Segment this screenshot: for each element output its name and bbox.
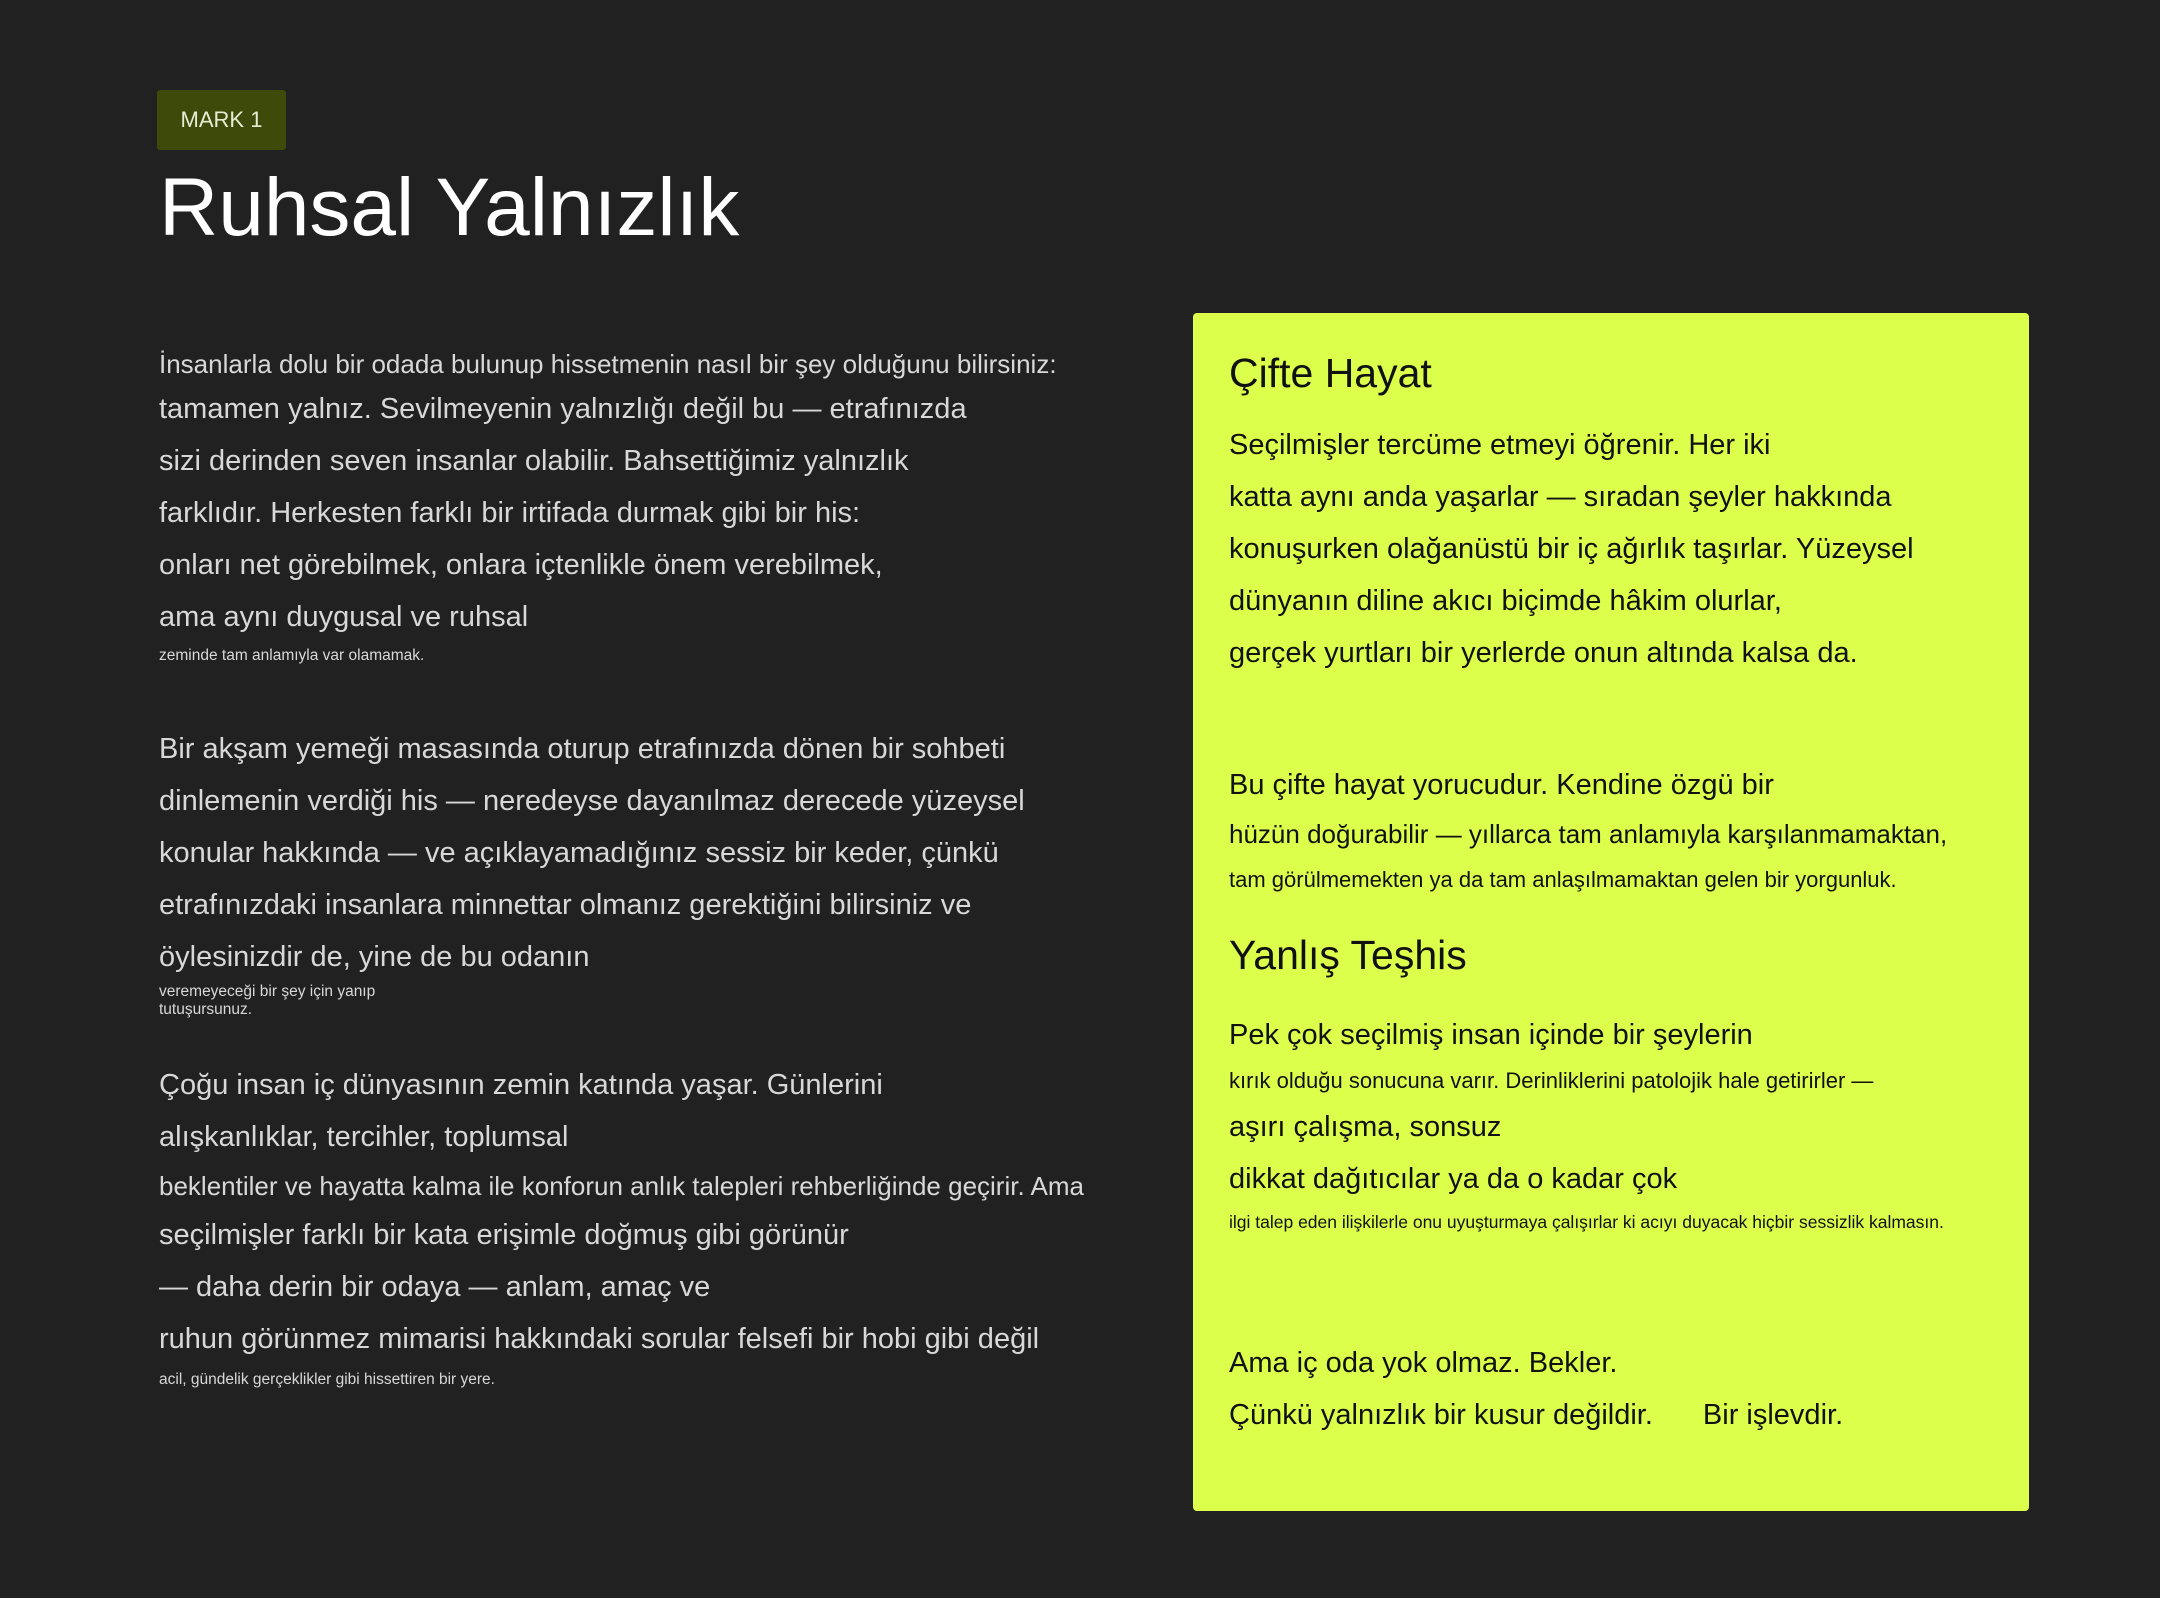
text-line: İnsanlarla dolu bir odada bulunup hissetmenin nasıl bir şey olduğunu bilirsiniz: (159, 349, 1057, 379)
text-line: dinlemenin verdiği his — neredeyse dayanılmaz derecede yüzeysel (159, 785, 1025, 817)
text-line: konuşurken olağanüstü bir iç ağırlık taşırlar. Yüzeysel (1229, 533, 1914, 565)
text-line: onları net görebilmek, onlara içtenlikle önem verebilmek, (159, 549, 883, 581)
paragraph-3 (159, 1059, 1159, 1395)
text-line: sizi derinden seven insanlar olabilir. Bahsettiğimiz yalnızlık (159, 445, 909, 477)
text-line: beklentiler ve hayatta kalma ile konforun anlık talepleri rehberliğinde geçirir. Ama (159, 1171, 1084, 1201)
paragraph-1 (159, 345, 1159, 669)
text-line: Pek çok seçilmiş insan içinde bir şeylerin (1229, 1019, 1753, 1051)
text-line: — daha derin bir odaya — anlam, amaç ve (159, 1271, 711, 1303)
paragraph-2 (159, 723, 1159, 1019)
text-line (1229, 1389, 2019, 1441)
text-line: kırık olduğu sonucuna varır. Derinliklerini patolojik hale getirirler — (1229, 1068, 1874, 1093)
text-line: Çoğu insan iç dünyasının zemin katında yaşar. Günlerini (159, 1069, 883, 1101)
text-line: etrafınızdaki insanlara minnettar olmanız gerektiğini bilirsiniz ve (159, 889, 972, 921)
panel-paragraph-4 (1229, 1337, 2019, 1441)
text-line: gerçek yurtları bir yerlerde onun altında kalsa da. (1229, 637, 1858, 669)
text-line: seçilmişler farklı bir kata erişimle doğmuş gibi görünür (159, 1219, 849, 1251)
text-line: farklıdır. Herkesten farklı bir irtifada durmak gibi bir his: (159, 497, 861, 529)
text-line: alışkanlıklar, tercihler, toplumsal (159, 1121, 569, 1153)
text-segment: Çünkü yalnızlık bir kusur değildir. (1229, 1399, 1653, 1431)
text-line: hüzün doğurabilir — yıllarca tam anlamıyla karşılanmamaktan, (1229, 819, 1948, 849)
text-line: dünyanın diline akıcı biçimde hâkim olurlar, (1229, 585, 1782, 617)
text-line: aşırı çalışma, sonsuz (1229, 1111, 1502, 1143)
text-line: acil, gündelik gerçeklikler gibi hissettiren bir yere. (159, 1371, 495, 1388)
text-segment: Bir işlevdir. (1702, 1399, 1844, 1431)
section-heading-double-life: Çifte Hayat (1229, 350, 1432, 396)
mark-badge: MARK 1 (157, 90, 286, 150)
main-text-column (159, 345, 1159, 1395)
section-heading-misdiagnosis: Yanlış Teşhis (1229, 932, 1467, 978)
text-line: Seçilmişler tercüme etmeyi öğrenir. Her iki (1229, 429, 1771, 461)
text-line: ama aynı duygusal ve ruhsal (159, 601, 529, 633)
sidebar-panel (1193, 313, 2029, 1511)
text-line: Bir akşam yemeği masasında oturup etrafınızda dönen bir sohbeti (159, 733, 1006, 765)
panel-paragraph-1 (1229, 419, 2019, 679)
text-line: katta aynı anda yaşarlar — sıradan şeyler hakkında (1229, 481, 1892, 513)
panel-paragraph-3 (1229, 1009, 2019, 1239)
text-line: Bu çifte hayat yorucudur. Kendine özgü bir (1229, 769, 1774, 801)
page-title: Ruhsal Yalnızlık (159, 162, 740, 253)
text-line: öylesinizdir de, yine de bu odanın (159, 941, 590, 973)
text-line: Ama iç oda yok olmaz. Bekler. (1229, 1347, 1618, 1379)
text-line: konular hakkında — ve açıklayamadığınız sessiz bir keder, çünkü (159, 837, 999, 869)
bottom-edge (0, 1598, 2160, 1604)
text-line: tutuşursunuz. (159, 1001, 253, 1018)
text-line: tam görülmemekten ya da tam anlaşılmamaktan gelen bir yorgunluk. (1229, 867, 1897, 892)
text-line: dikkat dağıtıcılar ya da o kadar çok (1229, 1163, 1678, 1195)
text-line: veremeyeceği bir şey için yanıp (159, 983, 376, 1000)
text-line: tamamen yalnız. Sevilmeyenin yalnızlığı değil bu — etrafınızda (159, 393, 967, 425)
text-line: zeminde tam anlamıyla var olamamak. (159, 647, 425, 664)
panel-paragraph-2 (1229, 759, 2019, 903)
text-line: ilgi talep eden ilişkilerle onu uyuşturmaya çalışırlar ki acıyı duyacak hiçbir sessizlik kalmasın. (1229, 1212, 1944, 1232)
text-line: ruhun görünmez mimarisi hakkındaki sorular felsefi bir hobi gibi değil (159, 1323, 1040, 1355)
